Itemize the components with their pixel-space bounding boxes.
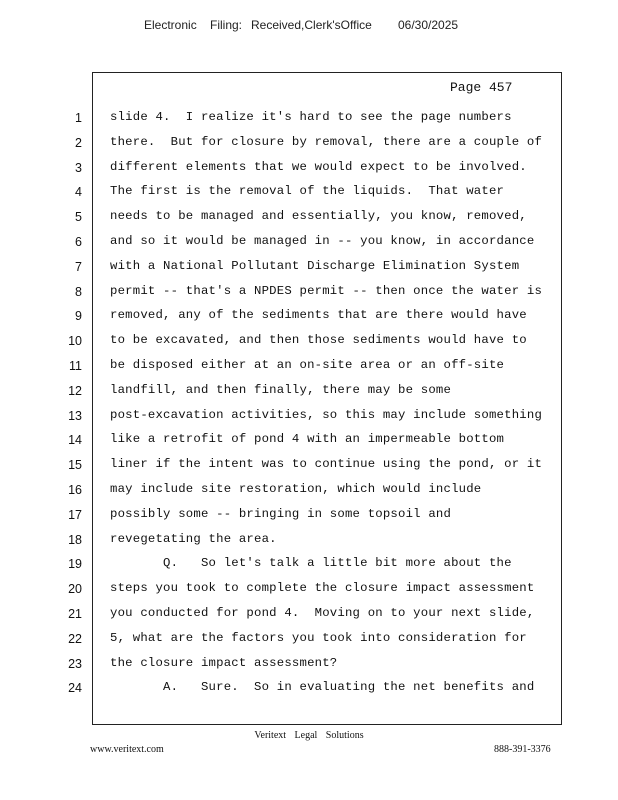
line-text: may include site restoration, which would include — [110, 481, 482, 496]
transcript-line — [0, 356, 618, 381]
transcript-line — [0, 182, 618, 207]
transcript-line — [0, 306, 618, 331]
line-text: with a National Pollutant Discharge Elimination System — [110, 258, 520, 273]
line-number: 10 — [68, 334, 82, 349]
transcript-line — [0, 678, 618, 703]
line-number: 16 — [68, 482, 82, 497]
line-text: landfill, and then finally, there may be some — [110, 382, 452, 397]
transcript-line — [0, 505, 618, 530]
line-number: 8 — [75, 284, 82, 299]
line-number: 4 — [75, 185, 82, 200]
header-date: 06/30/2025 — [398, 18, 459, 32]
transcript-line — [0, 579, 618, 604]
line-number: 5 — [75, 210, 82, 225]
line-text: removed, any of the sediments that are there would have — [110, 308, 527, 323]
header-filing: Filing: — [210, 18, 243, 32]
line-text: 5, what are the factors you took into consideration for — [110, 630, 527, 645]
transcript-line — [0, 554, 618, 579]
line-text: possibly some -- bringing in some topsoil and — [110, 506, 452, 521]
line-text: Q. So let's talk a little bit more about the — [110, 556, 512, 571]
line-number: 11 — [69, 358, 82, 373]
transcript-line — [0, 406, 618, 431]
line-text: like a retrofit of pond 4 with an impermeable bottom — [110, 432, 505, 447]
line-number: 6 — [75, 234, 82, 249]
line-text: different elements that we would expect to be involved. — [110, 159, 527, 174]
line-number: 13 — [68, 408, 82, 423]
line-text: you conducted for pond 4. Moving on to your next slide, — [110, 605, 535, 620]
transcript-line — [0, 604, 618, 629]
transcript-line — [0, 331, 618, 356]
line-text: permit -- that's a NPDES permit -- then once the water is — [110, 283, 543, 298]
transcript-line — [0, 654, 618, 679]
line-number: 1 — [75, 111, 82, 125]
line-text: the closure impact assessment? — [110, 655, 338, 670]
line-text: slide 4. I realize it's hard to see the page numbers — [110, 110, 512, 124]
line-number: 18 — [68, 532, 82, 547]
transcript-line — [0, 108, 618, 133]
page-number: Page 457 — [450, 80, 513, 95]
transcript-line — [0, 207, 618, 232]
transcript-line — [0, 430, 618, 455]
transcript-line — [0, 257, 618, 282]
line-text: liner if the intent was to continue using the pond, or it — [110, 457, 543, 472]
line-number: 15 — [68, 458, 82, 473]
transcript-line — [0, 480, 618, 505]
line-text: there. But for closure by removal, there are a couple of — [110, 134, 543, 149]
line-text: steps you took to complete the closure impact assessment — [110, 581, 535, 596]
transcript-lines — [0, 108, 618, 703]
transcript-line — [0, 381, 618, 406]
line-text: A. Sure. So in evaluating the net benefits and — [110, 680, 535, 695]
line-number: 24 — [68, 681, 82, 696]
line-text: The first is the removal of the liquids. That water — [110, 184, 505, 199]
line-number: 12 — [68, 383, 82, 398]
footer-company: Veritext Legal Solutions — [254, 730, 364, 741]
transcript-line — [0, 133, 618, 158]
line-number: 3 — [75, 160, 82, 175]
line-text: revegetating the area. — [110, 531, 277, 546]
line-text: needs to be managed and essentially, you know, removed, — [110, 209, 527, 224]
line-number: 19 — [68, 557, 82, 572]
transcript-line — [0, 158, 618, 183]
line-number: 23 — [68, 656, 82, 671]
line-text: post-excavation activities, so this may include something — [110, 407, 543, 422]
header-received: Received,Clerk'sOffice — [251, 18, 372, 32]
transcript-line — [0, 455, 618, 480]
line-number: 7 — [75, 259, 82, 274]
footer-phone: 888-391-3376 — [494, 744, 551, 755]
transcript-line — [0, 282, 618, 307]
transcript-line — [0, 629, 618, 654]
line-text: to be excavated, and then those sediments would have to — [110, 333, 527, 348]
header-electronic: Electronic — [144, 18, 197, 32]
footer-website: www.veritext.com — [90, 744, 164, 755]
line-text: and so it would be managed in -- you know, in accordance — [110, 233, 535, 248]
line-number: 22 — [68, 631, 82, 646]
line-number: 20 — [68, 582, 82, 597]
line-number: 14 — [68, 433, 82, 448]
line-text: be disposed either at an on-site area or an off-site — [110, 357, 505, 372]
line-number: 17 — [68, 507, 82, 522]
transcript-line — [0, 530, 618, 555]
line-number: 9 — [75, 309, 82, 324]
line-number: 21 — [68, 606, 82, 621]
line-number: 2 — [75, 135, 82, 150]
transcript-line — [0, 232, 618, 257]
